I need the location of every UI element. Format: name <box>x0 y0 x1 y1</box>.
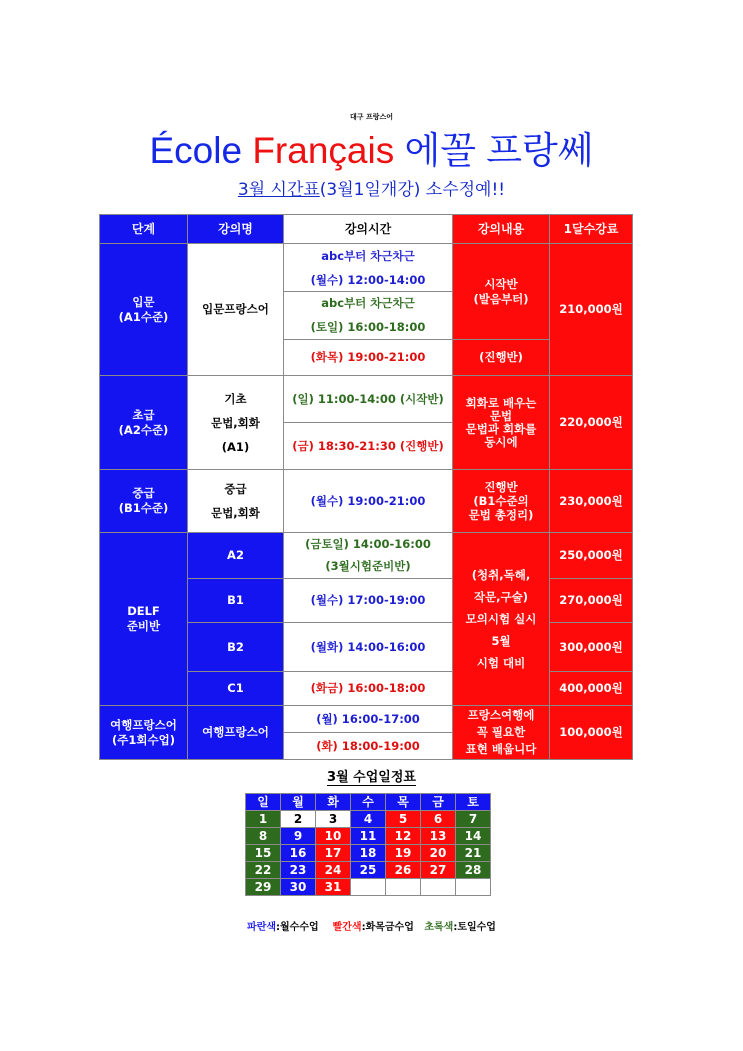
calendar-day-cell: 13 <box>421 828 456 845</box>
fee-beginner: 220,000원 <box>550 376 633 470</box>
title-francais: Français <box>252 130 395 171</box>
level-travel: 여행프랑스어 (주1회수업) <box>100 706 188 760</box>
day-header-tue: 화 <box>316 794 351 811</box>
content-intermediate: 진행반 (B1수준의 문법 총정리) <box>453 470 550 533</box>
content-travel: 프랑스여행에 꼭 필요한 표현 배웁니다 <box>453 706 550 760</box>
time-intro-2-title: abc부터 차근차근 <box>284 292 453 316</box>
header-fee: 1달수강료 <box>550 215 633 244</box>
time-delf-a2-1: (금토일) 14:00-16:00 <box>284 533 453 556</box>
table-row <box>100 244 633 270</box>
calendar-day-cell: 30 <box>281 879 316 896</box>
level-intermediate: 중급 (B1수준) <box>100 470 188 533</box>
calendar-day-cell: 2 <box>281 811 316 828</box>
day-header-wed: 수 <box>351 794 386 811</box>
time-travel-2: (화) 18:00-19:00 <box>284 733 453 760</box>
course-intermediate: 중급 문법,회화 <box>188 470 284 533</box>
legend <box>0 918 743 933</box>
calendar-week-row <box>246 845 491 862</box>
level-beginner: 초급 (A2수준) <box>100 376 188 470</box>
fee-delf-a2: 250,000원 <box>550 533 633 579</box>
course-beginner-line1: 기초 <box>224 391 247 406</box>
time-delf-a2-2: (3월시험준비반) <box>284 556 453 579</box>
calendar-day-cell: 20 <box>421 845 456 862</box>
time-intro-3: (화목) 19:00-21:00 <box>284 340 453 376</box>
level-delf: DELF 준비반 <box>100 533 188 706</box>
course-beginner-line3: (A1) <box>221 439 250 454</box>
title-korean: 에꼴 프랑쎄 <box>404 130 594 171</box>
calendar-day-cell: 1 <box>246 811 281 828</box>
time-intro-2: (토일) 16:00-18:00 <box>284 316 453 340</box>
fee-intermediate: 230,000원 <box>550 470 633 533</box>
content-beginner: 회화로 배우는 문법 문법과 회화를 동시에 <box>453 376 550 470</box>
legend-red-label: 빨간색 <box>332 922 362 933</box>
legend-green-label: 초록색 <box>424 922 454 933</box>
calendar-day-cell: 18 <box>351 845 386 862</box>
time-beginner-1: (일) 11:00-14:00 (시작반) <box>284 376 453 423</box>
table-row <box>100 376 633 423</box>
content-delf: (청취,독해, 작문,구술) 모의시험 실시 5월 시험 대비 <box>453 533 550 706</box>
calendar-week-row <box>246 862 491 879</box>
main-title <box>0 120 743 174</box>
calendar-day-cell: 25 <box>351 862 386 879</box>
calendar-day-cell: 7 <box>456 811 491 828</box>
calendar-day-cell: 12 <box>386 828 421 845</box>
calendar-day-cell: 5 <box>386 811 421 828</box>
course-delf-a2: A2 <box>188 533 284 579</box>
calendar-week-row <box>246 811 491 828</box>
header-time: 강의시간 <box>284 215 453 244</box>
table-row <box>100 706 633 733</box>
course-travel: 여행프랑스어 <box>188 706 284 760</box>
table-row <box>100 470 633 533</box>
time-intro-1-title: abc부터 차근차근 <box>284 244 453 270</box>
day-header-sat: 토 <box>456 794 491 811</box>
subtitle-rest: (3월1일개강) 소수정예!! <box>319 180 506 200</box>
table-row <box>100 533 633 556</box>
content-intro-1: 시작반 (발음부터) <box>453 244 550 340</box>
calendar-day-cell: 19 <box>386 845 421 862</box>
small-header: 대구 프랑스어 <box>349 113 393 121</box>
course-intro: 입문프랑스어 <box>188 244 284 376</box>
calendar-day-cell: 27 <box>421 862 456 879</box>
time-delf-b1: (월수) 17:00-19:00 <box>284 579 453 623</box>
calendar-header-row <box>246 794 491 811</box>
calendar-day-cell: 6 <box>421 811 456 828</box>
calendar-day-cell: 24 <box>316 862 351 879</box>
time-intermediate: (월수) 19:00-21:00 <box>284 470 453 533</box>
calendar-title <box>0 766 743 785</box>
legend-blue-label: 파란색 <box>247 922 277 933</box>
course-delf-b1: B1 <box>188 579 284 623</box>
schedule-table <box>99 214 633 760</box>
calendar-week-row <box>246 828 491 845</box>
day-header-mon: 월 <box>281 794 316 811</box>
calendar-day-cell: 14 <box>456 828 491 845</box>
calendar-day-cell: 10 <box>316 828 351 845</box>
header-level: 단계 <box>100 215 188 244</box>
time-delf-c1: (화금) 16:00-18:00 <box>284 672 453 706</box>
calendar-day-cell: 26 <box>386 862 421 879</box>
calendar-day-cell: 16 <box>281 845 316 862</box>
fee-delf-c1: 400,000원 <box>550 672 633 706</box>
calendar-title-text: 3월 수업일정표 <box>327 770 416 785</box>
header-course: 강의명 <box>188 215 284 244</box>
calendar-day-cell: 29 <box>246 879 281 896</box>
level-intro: 입문 (A1수준) <box>100 244 188 376</box>
calendar-day-cell <box>456 879 491 896</box>
fee-travel: 100,000원 <box>550 706 633 760</box>
calendar-week-row <box>246 879 491 896</box>
time-intro-1: (월수) 12:00-14:00 <box>284 270 453 292</box>
legend-red-text: :화목금수업 <box>361 922 414 933</box>
calendar-day-cell <box>386 879 421 896</box>
day-header-fri: 금 <box>421 794 456 811</box>
fee-delf-b2: 300,000원 <box>550 623 633 672</box>
fee-intro: 210,000원 <box>550 244 633 376</box>
calendar-day-cell: 11 <box>351 828 386 845</box>
calendar-day-cell: 17 <box>316 845 351 862</box>
calendar-day-cell: 9 <box>281 828 316 845</box>
calendar-day-cell: 21 <box>456 845 491 862</box>
calendar-day-cell: 23 <box>281 862 316 879</box>
time-delf-b2: (월화) 14:00-16:00 <box>284 623 453 672</box>
calendar-table <box>245 793 491 896</box>
course-delf-c1: C1 <box>188 672 284 706</box>
calendar-day-cell: 31 <box>316 879 351 896</box>
legend-blue-text: :월수수업 <box>276 922 319 933</box>
course-delf-b2: B2 <box>188 623 284 672</box>
course-beginner-line2: 문법,회화 <box>211 415 260 430</box>
subtitle <box>0 175 743 200</box>
subtitle-main: 3월 시간표 <box>237 180 320 200</box>
day-header-sun: 일 <box>246 794 281 811</box>
calendar-day-cell: 4 <box>351 811 386 828</box>
title-ecole: École <box>149 130 243 171</box>
calendar-day-cell: 3 <box>316 811 351 828</box>
time-beginner-2: (금) 18:30-21:30 (진행반) <box>284 423 453 470</box>
table-header-row <box>100 215 633 244</box>
calendar-day-cell <box>351 879 386 896</box>
legend-green-text: :토일수업 <box>453 922 496 933</box>
calendar-day-cell: 22 <box>246 862 281 879</box>
fee-delf-b1: 270,000원 <box>550 579 633 623</box>
time-travel-1: (월) 16:00-17:00 <box>284 706 453 733</box>
calendar-day-cell: 15 <box>246 845 281 862</box>
calendar-day-cell: 28 <box>456 862 491 879</box>
header-content: 강의내용 <box>453 215 550 244</box>
day-header-thu: 목 <box>386 794 421 811</box>
calendar-day-cell <box>421 879 456 896</box>
calendar-day-cell: 8 <box>246 828 281 845</box>
content-intro-2: (진행반) <box>453 340 550 376</box>
course-beginner <box>188 376 284 470</box>
calendar-body <box>246 811 491 896</box>
